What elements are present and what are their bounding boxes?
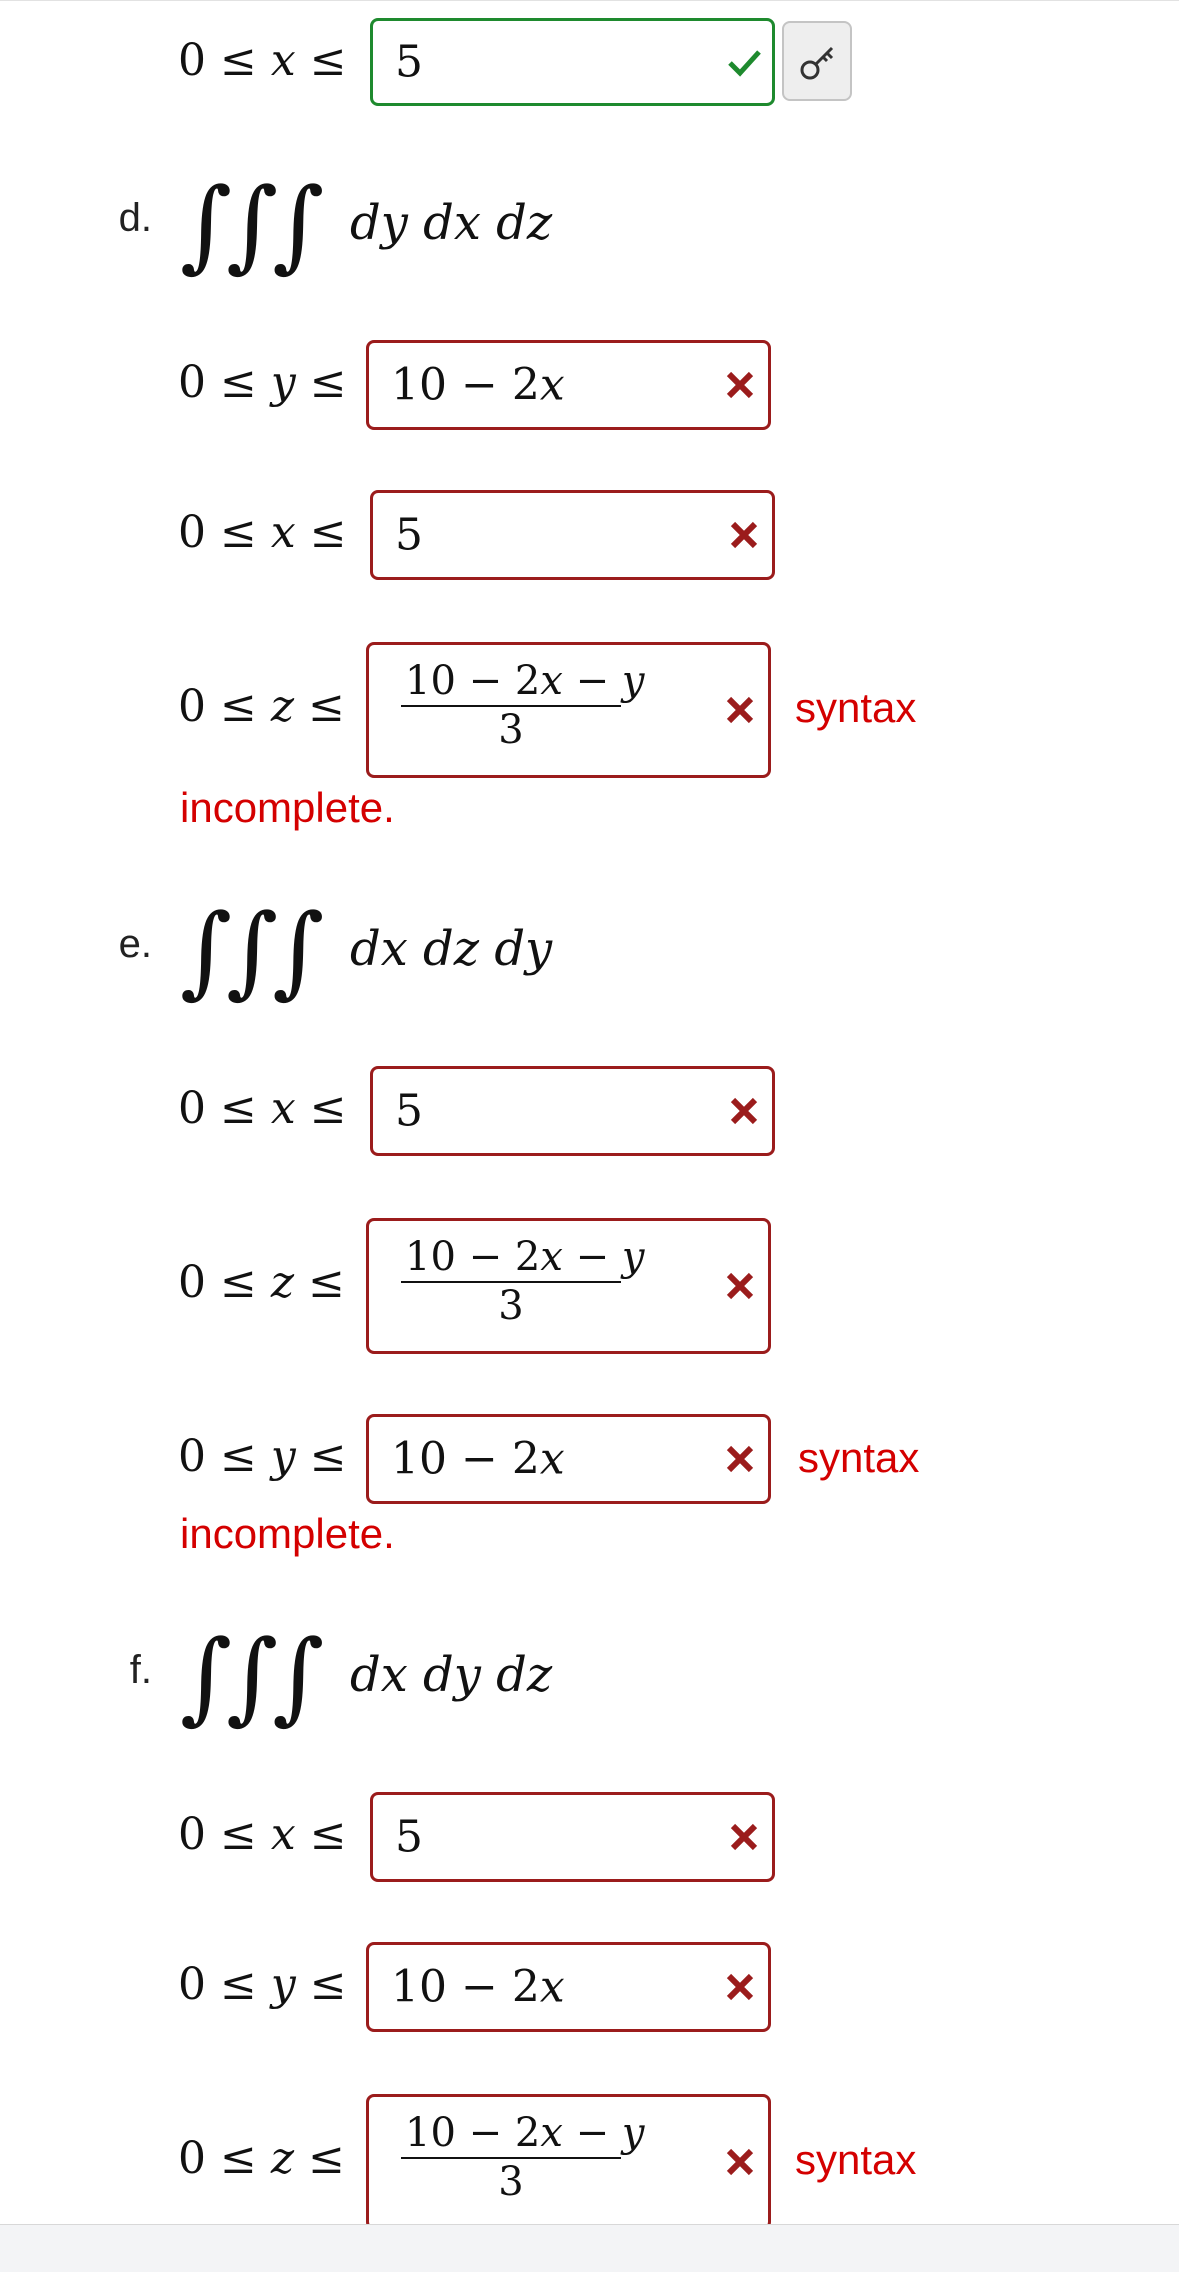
answer-field-x-upper-d[interactable]: 5 [370, 490, 775, 580]
x-mark-icon [722, 367, 758, 403]
x-mark-icon [726, 1093, 762, 1129]
incomplete-error-message: incomplete. [180, 1510, 395, 1557]
answer-field-y-upper-e[interactable]: 10 − 2x [366, 1414, 771, 1504]
triple-integral-d: ∫∫∫ [180, 166, 325, 283]
answer-field-y-upper-f[interactable]: 10 − 2x [366, 1942, 771, 2032]
x-mark-icon [726, 1819, 762, 1855]
answer-field-x-upper-e[interactable]: 5 [370, 1066, 775, 1156]
x-mark-icon [722, 1441, 758, 1477]
bound-z-d: 0 ≤ z ≤ [178, 681, 345, 732]
integration-order-e: dx dz dy [350, 921, 553, 977]
answer-field-x-upper-top[interactable]: 5 [370, 18, 775, 106]
incomplete-error-message: incomplete. [180, 784, 395, 831]
top-divider [0, 0, 1179, 1]
integration-order-d: dy dx dz [350, 195, 553, 251]
bound-x-e: 0 ≤ x ≤ [178, 1083, 347, 1134]
x-mark-icon [726, 517, 762, 553]
bound-z-e: 0 ≤ z ≤ [178, 1257, 345, 1308]
syntax-error-message: syntax [795, 684, 917, 731]
answer-field-z-upper-e[interactable]: $\frac{10 - 2x - y}{3}$ [366, 1218, 771, 1354]
part-e-label: e. [118, 922, 152, 966]
bound-x-top: 0 ≤ x ≤ [178, 35, 347, 86]
x-mark-icon [722, 1268, 758, 1304]
bound-x-f: 0 ≤ x ≤ [178, 1809, 347, 1860]
answer-field-x-upper-f[interactable]: 5 [370, 1792, 775, 1882]
key-icon [799, 42, 839, 82]
x-mark-icon [722, 2144, 758, 2180]
bound-z-f: 0 ≤ z ≤ [178, 2133, 345, 2184]
triple-integral-e: ∫∫∫ [180, 892, 325, 1009]
answer-field-y-upper-d[interactable]: 10 − 2x [366, 340, 771, 430]
x-mark-icon [722, 692, 758, 728]
bottom-toolbar [0, 2224, 1179, 2272]
syntax-error-message: syntax [795, 2136, 917, 2183]
answer-field-z-upper-d[interactable]: $\frac{10 - 2x - y}{3}$ [366, 642, 771, 778]
check-icon [726, 44, 762, 80]
answer-field-z-upper-f[interactable]: $\frac{10 - 2x - y}{3}$ [366, 2094, 771, 2230]
answer-key-button[interactable] [782, 21, 852, 101]
part-f-label: f. [129, 1648, 152, 1692]
syntax-error-message: syntax [798, 1434, 920, 1481]
x-mark-icon [722, 1969, 758, 2005]
bound-y-d: 0 ≤ y ≤ [178, 357, 347, 408]
part-d-label: d. [118, 196, 152, 240]
bound-x-d: 0 ≤ x ≤ [178, 507, 347, 558]
triple-integral-f: ∫∫∫ [180, 1618, 325, 1735]
bound-y-f: 0 ≤ y ≤ [178, 1959, 347, 2010]
integration-order-f: dx dy dz [350, 1647, 553, 1703]
bound-y-e: 0 ≤ y ≤ [178, 1431, 347, 1482]
